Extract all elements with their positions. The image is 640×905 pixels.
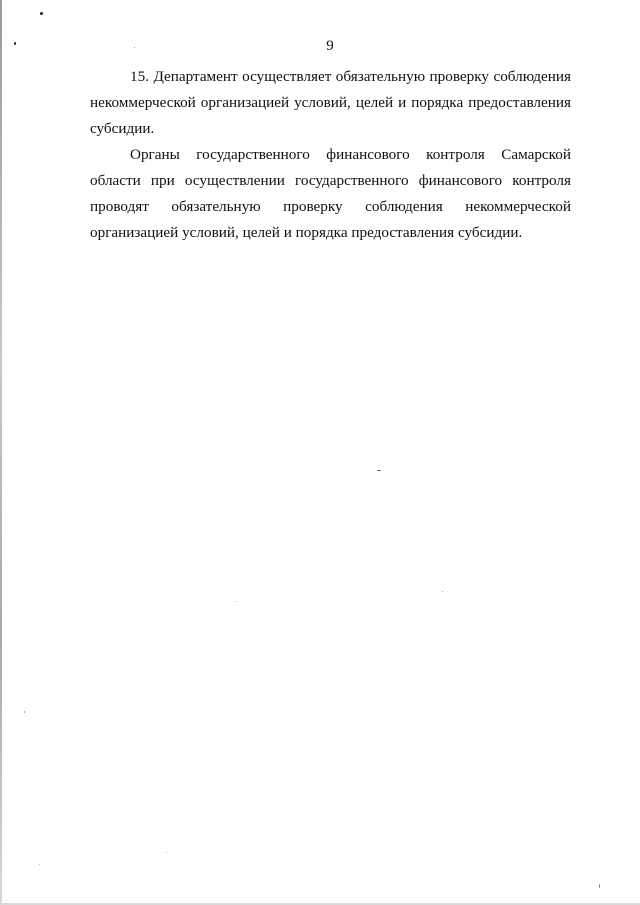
paragraph-15 (90, 64, 571, 142)
paragraph-text: Органы государственного финансового контроля Самарской области при осуществлении государственного финансового контроля проводят обязательную проверку соблюдения некоммерческой организацией условий, целей и порядка предоставления субсидии. (90, 146, 571, 241)
scan-speck (599, 884, 600, 888)
paragraph-text: 15. Департамент осуществляет обязательную проверку соблюдения некоммерческой организацией условий, целей и порядка предоставления субсидии. (90, 68, 571, 137)
page-number: 9 (326, 38, 334, 54)
scan-speck (166, 852, 167, 853)
scan-speck (236, 601, 237, 602)
scan-speck (377, 470, 381, 471)
paragraph-control-bodies (90, 142, 571, 246)
scan-speck (39, 864, 40, 865)
scan-left-edge (0, 0, 2, 905)
scan-speck (40, 12, 43, 15)
scan-speck (442, 591, 443, 592)
scan-speck (24, 711, 25, 713)
